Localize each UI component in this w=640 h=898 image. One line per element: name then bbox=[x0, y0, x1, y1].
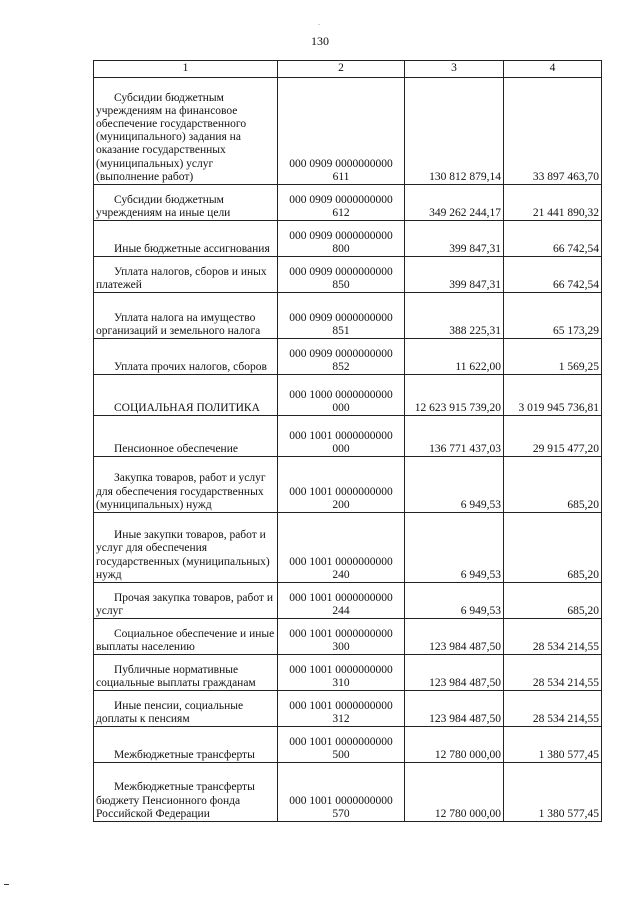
table-row bbox=[94, 583, 602, 619]
table-row bbox=[94, 416, 602, 457]
table-row bbox=[94, 375, 602, 416]
row-value-col3-cell: 136 771 437,03 bbox=[405, 416, 504, 457]
row-code-cell: 000 0909 0000000000 852 bbox=[278, 339, 405, 375]
row-name-cell: Публичные нормативные социальные выплаты гражданам bbox=[94, 655, 278, 691]
row-value-col4-cell: 685,20 bbox=[504, 513, 602, 583]
row-value-col4-cell: 28 534 214,55 bbox=[504, 619, 602, 655]
table-row bbox=[94, 655, 602, 691]
row-name-cell: Уплата налога на имущество организаций и земельного налога bbox=[94, 293, 278, 339]
row-code-cell: 000 1001 0000000000 312 bbox=[278, 691, 405, 727]
row-name-cell: Социальное обеспечение и иные выплаты населению bbox=[94, 619, 278, 655]
row-name-cell: Иные бюджетные ассигнования bbox=[94, 221, 278, 257]
table-row bbox=[94, 221, 602, 257]
row-value-col3-cell: 123 984 487,50 bbox=[405, 655, 504, 691]
row-value-col4-cell: 33 897 463,70 bbox=[504, 78, 602, 185]
row-code-cell: 000 1001 0000000000 570 bbox=[278, 763, 405, 822]
row-name-cell: Пенсионное обеспечение bbox=[94, 416, 278, 457]
row-name-cell: Иные закупки товаров, работ и услуг для обеспечения государственных (муниципальных) нужд bbox=[94, 513, 278, 583]
row-value-col4-cell: 685,20 bbox=[504, 457, 602, 513]
page-dot-mark: . bbox=[318, 18, 320, 27]
table-row bbox=[94, 691, 602, 727]
row-value-col3-cell: 349 262 244,17 bbox=[405, 185, 504, 221]
row-value-col3-cell: 12 623 915 739,20 bbox=[405, 375, 504, 416]
row-value-col3-cell: 123 984 487,50 bbox=[405, 619, 504, 655]
row-name-cell: Уплата налогов, сборов и иных платежей bbox=[94, 257, 278, 293]
table-row bbox=[94, 513, 602, 583]
row-value-col3-cell: 388 225,31 bbox=[405, 293, 504, 339]
row-code-cell: 000 0909 0000000000 850 bbox=[278, 257, 405, 293]
row-code-cell: 000 1001 0000000000 310 bbox=[278, 655, 405, 691]
row-value-col4-cell: 29 915 477,20 bbox=[504, 416, 602, 457]
row-code-cell: 000 1001 0000000000 200 bbox=[278, 457, 405, 513]
row-name-cell: Прочая закупка товаров, работ и услуг bbox=[94, 583, 278, 619]
row-value-col4-cell: 1 569,25 bbox=[504, 339, 602, 375]
row-value-col4-cell: 1 380 577,45 bbox=[504, 727, 602, 763]
page-number: 130 bbox=[311, 34, 329, 48]
column-header-1: 1 bbox=[94, 61, 278, 78]
row-value-col3-cell: 12 780 000,00 bbox=[405, 763, 504, 822]
table-row bbox=[94, 763, 602, 822]
budget-table bbox=[93, 60, 602, 822]
row-value-col4-cell: 28 534 214,55 bbox=[504, 691, 602, 727]
row-code-cell: 000 1000 0000000000 000 bbox=[278, 375, 405, 416]
table-body bbox=[94, 78, 602, 822]
row-code-cell: 000 0909 0000000000 851 bbox=[278, 293, 405, 339]
row-name-cell: Закупка товаров, работ и услуг для обеспечения государственных (муниципальных) нужд bbox=[94, 457, 278, 513]
row-code-cell: 000 1001 0000000000 244 bbox=[278, 583, 405, 619]
table-row bbox=[94, 78, 602, 185]
row-value-col4-cell: 65 173,29 bbox=[504, 293, 602, 339]
row-name-cell: Уплата прочих налогов, сборов bbox=[94, 339, 278, 375]
row-value-col4-cell: 66 742,54 bbox=[504, 221, 602, 257]
table-row bbox=[94, 727, 602, 763]
row-code-cell: 000 0909 0000000000 612 bbox=[278, 185, 405, 221]
row-value-col3-cell: 6 949,53 bbox=[405, 583, 504, 619]
table-row bbox=[94, 257, 602, 293]
row-code-cell: 000 0909 0000000000 800 bbox=[278, 221, 405, 257]
row-name-cell: Иные пенсии, социальные доплаты к пенсиям bbox=[94, 691, 278, 727]
row-value-col3-cell: 399 847,31 bbox=[405, 221, 504, 257]
row-value-col3-cell: 11 622,00 bbox=[405, 339, 504, 375]
column-header-2: 2 bbox=[278, 61, 405, 78]
row-value-col3-cell: 6 949,53 bbox=[405, 457, 504, 513]
row-name-cell: Субсидии бюджетным учреждениям на финансовое обеспечение государственного (муниципального) задания на оказание государственных (муниципальных) услуг (выполнение работ) bbox=[94, 78, 278, 185]
table-row bbox=[94, 185, 602, 221]
row-value-col3-cell: 399 847,31 bbox=[405, 257, 504, 293]
row-value-col3-cell: 123 984 487,50 bbox=[405, 691, 504, 727]
column-header-3: 3 bbox=[405, 61, 504, 78]
row-value-col4-cell: 28 534 214,55 bbox=[504, 655, 602, 691]
row-value-col4-cell: 1 380 577,45 bbox=[504, 763, 602, 822]
row-value-col4-cell: 3 019 945 736,81 bbox=[504, 375, 602, 416]
row-code-cell: 000 1001 0000000000 240 bbox=[278, 513, 405, 583]
row-code-cell: 000 0909 0000000000 611 bbox=[278, 78, 405, 185]
row-value-col4-cell: 66 742,54 bbox=[504, 257, 602, 293]
row-value-col3-cell: 6 949,53 bbox=[405, 513, 504, 583]
row-value-col4-cell: 21 441 890,32 bbox=[504, 185, 602, 221]
table-header-row bbox=[94, 61, 602, 78]
table-row bbox=[94, 293, 602, 339]
column-header-4: 4 bbox=[504, 61, 602, 78]
table-row bbox=[94, 457, 602, 513]
row-code-cell: 000 1001 0000000000 000 bbox=[278, 416, 405, 457]
row-name-cell: СОЦИАЛЬНАЯ ПОЛИТИКА bbox=[94, 375, 278, 416]
table-row bbox=[94, 339, 602, 375]
margin-mark bbox=[4, 884, 9, 885]
row-code-cell: 000 1001 0000000000 500 bbox=[278, 727, 405, 763]
row-value-col4-cell: 685,20 bbox=[504, 583, 602, 619]
row-name-cell: Субсидии бюджетным учреждениям на иные цели bbox=[94, 185, 278, 221]
row-code-cell: 000 1001 0000000000 300 bbox=[278, 619, 405, 655]
table-row bbox=[94, 619, 602, 655]
row-name-cell: Межбюджетные трансферты bbox=[94, 727, 278, 763]
row-value-col3-cell: 130 812 879,14 bbox=[405, 78, 504, 185]
row-name-cell: Межбюджетные трансферты бюджету Пенсионного фонда Российской Федерации bbox=[94, 763, 278, 822]
row-value-col3-cell: 12 780 000,00 bbox=[405, 727, 504, 763]
